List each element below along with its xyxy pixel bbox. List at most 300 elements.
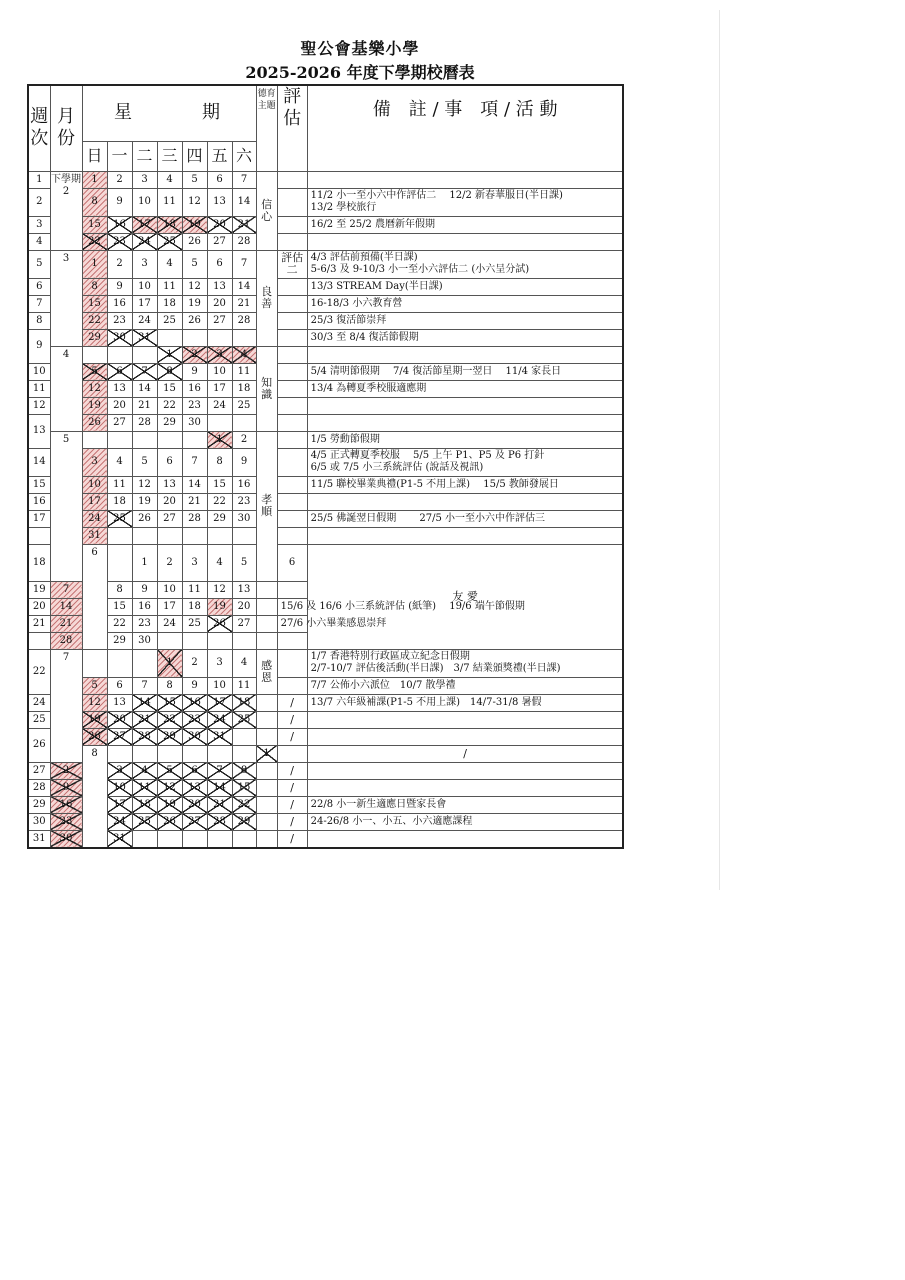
day-cell bbox=[207, 527, 232, 544]
table-row bbox=[28, 312, 623, 329]
assessment-cell bbox=[277, 476, 307, 493]
day-cell: 10 bbox=[207, 677, 232, 694]
notes-cell bbox=[307, 476, 623, 493]
day-cell: 5 bbox=[82, 677, 107, 694]
notes-cell bbox=[307, 711, 623, 728]
day-cell: 9 bbox=[50, 779, 82, 796]
week-number: 28 bbox=[28, 779, 50, 796]
day-cell: 23 bbox=[182, 711, 207, 728]
week-number: 11 bbox=[28, 380, 50, 397]
week-number: 6 bbox=[28, 278, 50, 295]
day-cell: 14 bbox=[132, 380, 157, 397]
day-cell: 16 bbox=[182, 380, 207, 397]
day-cell: 21 bbox=[132, 397, 157, 414]
day-cell bbox=[232, 745, 256, 762]
day-cell: 29 bbox=[107, 632, 132, 649]
table-row bbox=[28, 431, 623, 448]
day-cell bbox=[82, 431, 107, 448]
assessment-cell bbox=[277, 363, 307, 380]
day-cell: 1 bbox=[157, 649, 182, 677]
day-cell: 18 bbox=[107, 493, 132, 510]
weekday-5: 五 bbox=[207, 141, 232, 171]
day-cell: 21 bbox=[232, 216, 256, 233]
day-cell: 11 bbox=[232, 677, 256, 694]
weekday-2: 二 bbox=[132, 141, 157, 171]
day-cell: 6 bbox=[207, 250, 232, 278]
moral-theme: 友 愛 bbox=[307, 544, 623, 649]
day-cell: 18 bbox=[157, 295, 182, 312]
day-cell: 17 bbox=[107, 796, 132, 813]
day-cell: 27 bbox=[232, 615, 256, 632]
assessment-cell bbox=[277, 295, 307, 312]
day-cell: 10 bbox=[132, 278, 157, 295]
table-row bbox=[28, 677, 623, 694]
assessment-cell bbox=[256, 632, 277, 649]
day-cell: 15 bbox=[207, 476, 232, 493]
notes-cell bbox=[307, 694, 623, 711]
week-number: 15 bbox=[28, 476, 50, 493]
week-number bbox=[28, 527, 50, 544]
day-cell: 14 bbox=[182, 476, 207, 493]
assessment-cell bbox=[277, 397, 307, 414]
day-cell: 13 bbox=[182, 779, 207, 796]
notes-cell bbox=[307, 796, 623, 813]
notes-cell bbox=[307, 414, 623, 431]
day-cell bbox=[132, 649, 157, 677]
day-cell bbox=[207, 830, 232, 848]
day-cell: 16 bbox=[107, 216, 132, 233]
table-row bbox=[28, 329, 623, 346]
moral-theme-empty bbox=[256, 796, 277, 813]
day-cell: 15 bbox=[157, 694, 182, 711]
table-row bbox=[28, 711, 623, 728]
day-cell bbox=[107, 346, 132, 363]
day-cell bbox=[207, 414, 232, 431]
day-cell: 29 bbox=[207, 510, 232, 527]
day-cell: 1 bbox=[207, 431, 232, 448]
notes-cell bbox=[307, 677, 623, 694]
page-edge bbox=[719, 10, 720, 890]
note-line: 4/5 正式轉夏季校服 5/5 上午 P1、P5 及 P6 打針 bbox=[310, 450, 545, 461]
day-cell: 29 bbox=[157, 728, 182, 745]
school-calendar-table bbox=[27, 84, 624, 849]
month-label: 7 bbox=[50, 649, 82, 762]
day-cell bbox=[82, 346, 107, 363]
day-cell: 23 bbox=[107, 233, 132, 250]
day-cell bbox=[157, 830, 182, 848]
day-cell: 17 bbox=[207, 694, 232, 711]
day-cell: 20 bbox=[157, 493, 182, 510]
notes-cell bbox=[277, 632, 307, 649]
weekday-1: 一 bbox=[107, 141, 132, 171]
weekday-header: 星 期 bbox=[82, 85, 256, 141]
month-label: 5 bbox=[50, 431, 82, 581]
month-label: 4 bbox=[50, 346, 82, 431]
day-cell: 11 bbox=[157, 278, 182, 295]
note-line: 27/6 小六畢業感恩崇拜 bbox=[280, 617, 387, 629]
day-cell: 8 bbox=[82, 278, 107, 295]
day-cell: 30 bbox=[182, 728, 207, 745]
day-cell: 14 bbox=[50, 598, 82, 615]
day-cell: 22 bbox=[82, 233, 107, 250]
day-cell: 9 bbox=[182, 363, 207, 380]
assessment-cell bbox=[277, 216, 307, 233]
weekday-4: 四 bbox=[182, 141, 207, 171]
day-cell: 31 bbox=[82, 527, 107, 544]
week-number: 19 bbox=[28, 581, 50, 598]
day-cell: 25 bbox=[232, 711, 256, 728]
day-cell: 12 bbox=[132, 476, 157, 493]
notes-cell bbox=[307, 233, 623, 250]
moral-theme-empty bbox=[256, 779, 277, 796]
day-cell: 1 bbox=[82, 250, 107, 278]
day-cell: 8 bbox=[157, 677, 182, 694]
day-cell: 10 bbox=[82, 476, 107, 493]
table-row bbox=[28, 830, 623, 848]
table-row bbox=[28, 346, 623, 363]
day-cell: 20 bbox=[182, 796, 207, 813]
day-cell: 7 bbox=[132, 363, 157, 380]
table-row bbox=[28, 762, 623, 779]
day-cell: 31 bbox=[207, 728, 232, 745]
assessment-cell bbox=[277, 329, 307, 346]
week-number: 14 bbox=[28, 448, 50, 476]
day-cell: 7 bbox=[232, 250, 256, 278]
notes-cell bbox=[307, 312, 623, 329]
day-cell: 1 bbox=[256, 745, 277, 762]
day-cell bbox=[157, 329, 182, 346]
day-cell: 17 bbox=[132, 295, 157, 312]
moral-theme: 知 識 bbox=[256, 346, 277, 431]
day-cell: 19 bbox=[82, 711, 107, 728]
day-cell: 25 bbox=[232, 397, 256, 414]
day-cell: 4 bbox=[207, 544, 232, 581]
day-cell bbox=[207, 632, 232, 649]
day-cell: 1 bbox=[132, 544, 157, 581]
day-cell: 9 bbox=[107, 278, 132, 295]
day-cell: 30 bbox=[50, 830, 82, 848]
assessment-cell bbox=[277, 380, 307, 397]
week-number: 25 bbox=[28, 711, 50, 728]
moral-theme-empty bbox=[277, 745, 307, 762]
day-cell: 15 bbox=[107, 598, 132, 615]
day-cell bbox=[132, 745, 157, 762]
week-number: 3 bbox=[28, 216, 50, 233]
week-number: 31 bbox=[28, 830, 50, 848]
day-cell: 4 bbox=[107, 448, 132, 476]
day-cell bbox=[232, 329, 256, 346]
day-cell: 28 bbox=[207, 813, 232, 830]
table-row bbox=[28, 493, 623, 510]
day-cell: 8 bbox=[207, 448, 232, 476]
day-cell: 25 bbox=[182, 615, 207, 632]
day-cell bbox=[107, 745, 132, 762]
notes-cell bbox=[307, 649, 623, 677]
assessment-cell: / bbox=[277, 728, 307, 745]
week-number bbox=[28, 632, 50, 649]
day-cell: 29 bbox=[232, 813, 256, 830]
assessment-cell: / bbox=[277, 796, 307, 813]
day-cell: 19 bbox=[207, 598, 232, 615]
week-number: 10 bbox=[28, 363, 50, 380]
day-cell: 3 bbox=[182, 544, 207, 581]
day-cell: 24 bbox=[107, 813, 132, 830]
table-row bbox=[28, 216, 623, 233]
week-number: 1 bbox=[28, 171, 50, 188]
assessment-cell: / bbox=[277, 813, 307, 830]
weekday-0: 日 bbox=[82, 141, 107, 171]
day-cell bbox=[182, 830, 207, 848]
assessment-cell bbox=[277, 527, 307, 544]
day-cell bbox=[207, 329, 232, 346]
assessment-cell bbox=[277, 414, 307, 431]
calendar-title: 2025-2026 年度下學期校曆表 bbox=[245, 63, 475, 82]
day-cell: 24 bbox=[132, 233, 157, 250]
table-row bbox=[28, 414, 623, 431]
day-cell: 3 bbox=[107, 762, 132, 779]
day-cell: 16 bbox=[232, 476, 256, 493]
day-cell: 30 bbox=[232, 510, 256, 527]
day-cell: 16 bbox=[50, 796, 82, 813]
moral-theme-empty bbox=[256, 694, 277, 711]
notes-header: 備 註 / 事 項 / 活 動 bbox=[307, 85, 623, 171]
notes-cell bbox=[307, 346, 623, 363]
assessment-cell: / bbox=[277, 711, 307, 728]
day-cell: 8 bbox=[232, 762, 256, 779]
assessment-cell bbox=[277, 431, 307, 448]
week-number: 26 bbox=[28, 728, 50, 762]
table-row bbox=[28, 448, 623, 476]
day-cell: 24 bbox=[207, 397, 232, 414]
day-cell: 11 bbox=[232, 363, 256, 380]
day-cell bbox=[132, 830, 157, 848]
day-cell: 19 bbox=[82, 397, 107, 414]
day-cell: 21 bbox=[132, 711, 157, 728]
day-cell: 30 bbox=[132, 632, 157, 649]
day-cell bbox=[182, 329, 207, 346]
day-cell: 14 bbox=[232, 278, 256, 295]
week-number: 17 bbox=[28, 510, 50, 527]
day-cell bbox=[207, 745, 232, 762]
day-cell: 3 bbox=[207, 649, 232, 677]
day-cell bbox=[132, 431, 157, 448]
day-cell: 20 bbox=[232, 598, 256, 615]
note-line: 6/5 或 7/5 小三系統評估 (說話及視訊) bbox=[310, 462, 484, 473]
week-number: 4 bbox=[28, 233, 50, 250]
day-cell: 13 bbox=[107, 694, 132, 711]
day-cell: 22 bbox=[82, 312, 107, 329]
day-cell: 24 bbox=[207, 711, 232, 728]
day-cell bbox=[82, 649, 107, 677]
day-cell: 16 bbox=[182, 694, 207, 711]
notes-cell bbox=[307, 278, 623, 295]
assessment-cell bbox=[277, 448, 307, 476]
note-line: 22/8 小一新生適應日暨家長會 bbox=[310, 798, 447, 810]
day-cell bbox=[132, 527, 157, 544]
day-cell: 28 bbox=[232, 312, 256, 329]
day-cell: 6 bbox=[107, 363, 132, 380]
note-line: 7/7 公佈小六派位 10/7 散學禮 bbox=[310, 679, 456, 691]
day-cell: 4 bbox=[132, 762, 157, 779]
notes-cell bbox=[307, 779, 623, 796]
day-cell: 3 bbox=[132, 250, 157, 278]
day-cell: 7 bbox=[232, 171, 256, 188]
notes-cell bbox=[307, 527, 623, 544]
notes-cell bbox=[307, 448, 623, 476]
day-cell: 15 bbox=[82, 216, 107, 233]
table-row bbox=[28, 380, 623, 397]
day-cell bbox=[157, 632, 182, 649]
day-cell bbox=[182, 431, 207, 448]
day-cell: 24 bbox=[82, 510, 107, 527]
day-cell: 13 bbox=[232, 581, 256, 598]
day-cell bbox=[232, 728, 256, 745]
day-cell: 11 bbox=[157, 188, 182, 216]
day-cell: 8 bbox=[107, 581, 132, 598]
day-cell: 25 bbox=[132, 813, 157, 830]
day-cell: 3 bbox=[82, 448, 107, 476]
day-cell: 20 bbox=[207, 216, 232, 233]
assessment-cell: / bbox=[307, 745, 623, 762]
note-line: 25/5 佛誕翌日假期 27/5 小一至小六中作評估三 bbox=[310, 512, 546, 524]
day-cell: 13 bbox=[207, 278, 232, 295]
day-cell: 19 bbox=[182, 216, 207, 233]
day-cell: 16 bbox=[132, 598, 157, 615]
day-cell: 14 bbox=[232, 188, 256, 216]
notes-cell bbox=[277, 615, 387, 632]
note-line: 2/7-10/7 評估後活動(半日課) 3/7 結業頒獎禮(半日課) bbox=[310, 663, 561, 674]
day-cell: 30 bbox=[107, 329, 132, 346]
day-cell: 13 bbox=[107, 380, 132, 397]
notes-cell bbox=[307, 397, 623, 414]
assessment-cell bbox=[277, 171, 307, 188]
day-cell: 18 bbox=[232, 694, 256, 711]
day-cell bbox=[232, 632, 256, 649]
week-number: 16 bbox=[28, 493, 50, 510]
day-cell: 22 bbox=[157, 711, 182, 728]
day-cell bbox=[182, 527, 207, 544]
day-cell: 1 bbox=[82, 171, 107, 188]
note-line: 13/3 STREAM Day(半日課) bbox=[310, 280, 443, 292]
day-cell bbox=[157, 431, 182, 448]
assessment-cell bbox=[256, 598, 277, 615]
day-cell: 23 bbox=[132, 615, 157, 632]
assessment-header: 評估 bbox=[277, 85, 307, 171]
assessment-cell: 評估 二 bbox=[277, 250, 307, 278]
week-number: 9 bbox=[28, 329, 50, 363]
week-number: 2 bbox=[28, 188, 50, 216]
day-cell: 21 bbox=[232, 295, 256, 312]
day-cell: 12 bbox=[207, 581, 232, 598]
day-cell: 12 bbox=[182, 278, 207, 295]
day-cell: 19 bbox=[182, 295, 207, 312]
day-cell: 5 bbox=[132, 448, 157, 476]
notes-cell bbox=[307, 329, 623, 346]
note-line: 25/3 復活節崇拜 bbox=[310, 314, 387, 326]
week-number: 20 bbox=[28, 598, 50, 615]
assessment-cell bbox=[277, 278, 307, 295]
notes-cell bbox=[307, 188, 623, 216]
day-cell bbox=[157, 527, 182, 544]
month-label: 下學期 2 bbox=[50, 171, 82, 250]
assessment-cell bbox=[277, 346, 307, 363]
week-number: 29 bbox=[28, 796, 50, 813]
day-cell: 22 bbox=[232, 796, 256, 813]
day-cell: 14 bbox=[132, 694, 157, 711]
moral-theme-empty bbox=[256, 762, 277, 779]
note-line: 1/7 香港特別行政區成立紀念日假期 bbox=[310, 651, 470, 662]
note-line: 16-18/3 小六教育營 bbox=[310, 297, 403, 309]
day-cell: 27 bbox=[107, 728, 132, 745]
day-cell: 6 bbox=[207, 171, 232, 188]
table-row bbox=[28, 694, 623, 711]
day-cell: 16 bbox=[107, 295, 132, 312]
day-cell: 5 bbox=[232, 544, 256, 581]
day-cell: 8 bbox=[82, 188, 107, 216]
day-cell: 28 bbox=[182, 510, 207, 527]
assessment-cell: / bbox=[277, 762, 307, 779]
table-row bbox=[28, 510, 623, 527]
assessment-cell bbox=[277, 493, 307, 510]
assessment-cell bbox=[277, 312, 307, 329]
note-line: 13/4 為轉夏季校服適應期 bbox=[310, 382, 427, 394]
day-cell: 13 bbox=[157, 476, 182, 493]
day-cell: 22 bbox=[107, 615, 132, 632]
day-cell: 25 bbox=[107, 510, 132, 527]
moral-theme: 孝 順 bbox=[256, 431, 277, 581]
table-row bbox=[28, 476, 623, 493]
day-cell: 15 bbox=[232, 779, 256, 796]
table-row bbox=[28, 295, 623, 312]
day-cell bbox=[232, 830, 256, 848]
day-cell: 26 bbox=[82, 728, 107, 745]
notes-cell bbox=[277, 581, 307, 598]
table-row bbox=[28, 278, 623, 295]
day-cell: 20 bbox=[107, 711, 132, 728]
day-cell: 15 bbox=[157, 380, 182, 397]
table-row bbox=[28, 544, 623, 581]
day-cell: 3 bbox=[132, 171, 157, 188]
moral-theme-empty bbox=[256, 728, 277, 745]
day-cell: 10 bbox=[157, 581, 182, 598]
day-cell: 31 bbox=[107, 830, 132, 848]
assessment-cell: / bbox=[277, 694, 307, 711]
notes-cell bbox=[307, 171, 623, 188]
day-cell: 17 bbox=[82, 493, 107, 510]
notes-cell bbox=[307, 813, 623, 830]
table-row bbox=[28, 779, 623, 796]
day-cell: 26 bbox=[132, 510, 157, 527]
day-cell: 4 bbox=[157, 250, 182, 278]
day-cell: 7 bbox=[50, 581, 82, 598]
day-cell: 24 bbox=[157, 615, 182, 632]
note-line: 30/3 至 8/4 復活節假期 bbox=[310, 331, 419, 343]
table-row bbox=[28, 250, 623, 278]
day-cell: 29 bbox=[157, 414, 182, 431]
month-label: 3 bbox=[50, 250, 82, 346]
day-cell: 24 bbox=[132, 312, 157, 329]
day-cell: 23 bbox=[107, 312, 132, 329]
note-line: 5-6/3 及 9-10/3 小一至小六評估二 (小六呈分試) bbox=[310, 264, 530, 275]
day-cell: 11 bbox=[107, 476, 132, 493]
week-number: 27 bbox=[28, 762, 50, 779]
assessment-cell bbox=[277, 677, 307, 694]
day-cell: 11 bbox=[182, 581, 207, 598]
day-cell: 11 bbox=[132, 779, 157, 796]
day-cell bbox=[107, 544, 132, 581]
table-row bbox=[28, 397, 623, 414]
weekday-3: 三 bbox=[157, 141, 182, 171]
